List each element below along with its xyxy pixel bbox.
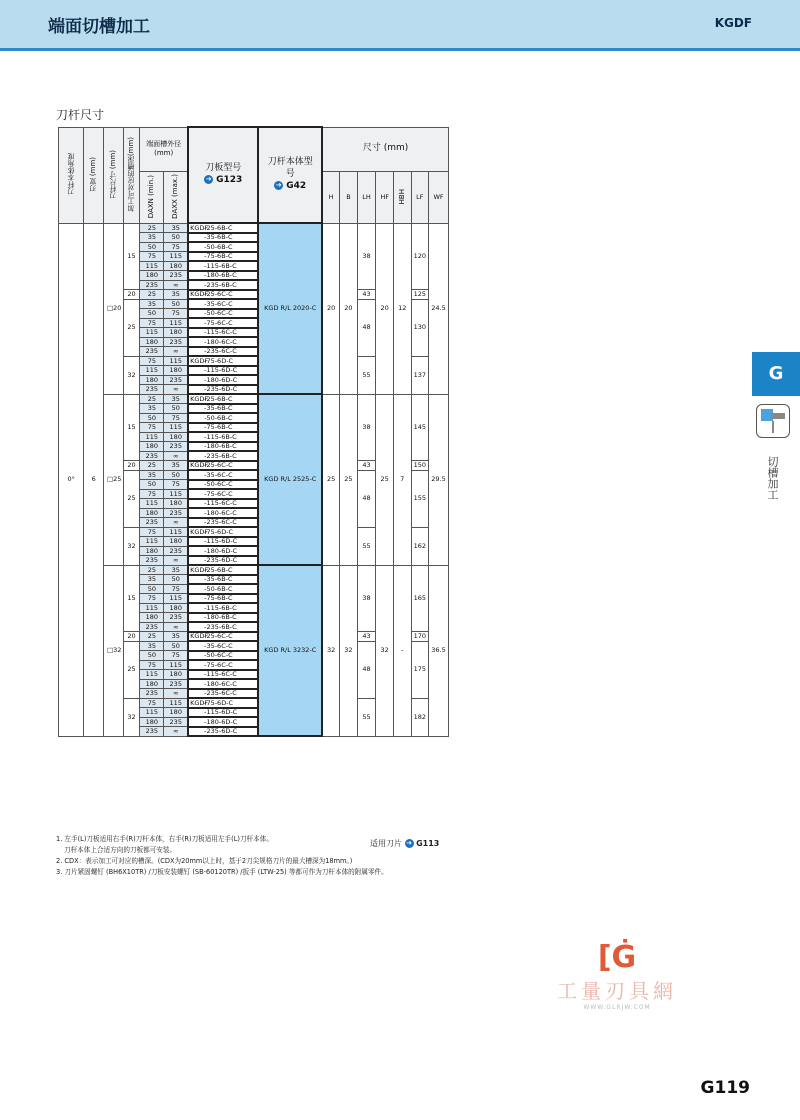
daxn-cell: 115 xyxy=(140,708,164,718)
dim-lh-cell: 48 xyxy=(357,470,376,527)
header-rule xyxy=(0,48,800,51)
col-daxx: DAXX (max.) xyxy=(164,171,188,223)
col-dim-lf: LF xyxy=(411,171,429,223)
holder-model-cell: KGD R/L 2525-C xyxy=(258,394,322,565)
col-holder-model: 刀杆本体型号 ➔ G42 xyxy=(258,127,322,223)
daxx-cell: ∞ xyxy=(164,451,188,461)
daxn-cell: 25 xyxy=(140,394,164,404)
dim-b-cell: 32 xyxy=(340,565,358,736)
daxn-cell: 115 xyxy=(140,366,164,376)
daxn-cell: 115 xyxy=(140,537,164,547)
daxx-cell: 235 xyxy=(164,337,188,347)
spec-table xyxy=(58,126,449,737)
daxn-cell: 75 xyxy=(140,356,164,366)
blade-model-cell: -35-6B-C xyxy=(188,575,258,585)
dim-lh-cell: 55 xyxy=(357,356,376,394)
daxn-cell: 75 xyxy=(140,423,164,433)
col-dim-wf: WF xyxy=(429,171,449,223)
page-title: 端面切槽加工 xyxy=(48,17,150,37)
blade-model-cell: -35-6C-C xyxy=(188,299,258,309)
daxn-cell: 235 xyxy=(140,689,164,699)
note-1: 1. 左手(L)刀板适用右手(R)刀杆本体，右手(R)刀板适用左手(L)刀杆本体。 xyxy=(56,835,273,843)
daxx-cell: 75 xyxy=(164,480,188,490)
daxx-cell: 75 xyxy=(164,242,188,252)
daxn-cell: 235 xyxy=(140,727,164,737)
daxx-cell: 115 xyxy=(164,594,188,604)
blade-model-cell: -115-6D-C xyxy=(188,366,258,376)
product-code: KGDF xyxy=(714,16,752,30)
col-dim-h: H xyxy=(322,171,340,223)
daxn-cell: 75 xyxy=(140,527,164,537)
blade-model-cell: -115-6C-C xyxy=(188,328,258,338)
col-dim-hf: HF xyxy=(376,171,394,223)
blade-model-cell: -115-6B-C xyxy=(188,603,258,613)
daxn-cell: 180 xyxy=(140,337,164,347)
daxn-cell: 115 xyxy=(140,328,164,338)
chapter-label: 切槽加工 xyxy=(766,456,779,500)
col-blade-width: 刃宽 (mm) xyxy=(84,127,104,223)
dim-lf-cell: 162 xyxy=(411,527,429,565)
blade-model-cell: -75-6C-C xyxy=(188,489,258,499)
blade-model-cell: -50-6C-C xyxy=(188,309,258,319)
daxx-cell: 115 xyxy=(164,698,188,708)
watermark-logo: [Ġ 工量刃具網 WWW.GLRJW.COM xyxy=(532,940,702,1020)
daxn-cell: 180 xyxy=(140,442,164,452)
daxx-cell: 235 xyxy=(164,546,188,556)
daxx-cell: ∞ xyxy=(164,385,188,395)
dim-lf-cell: 120 xyxy=(411,223,429,290)
daxx-cell: 35 xyxy=(164,223,188,233)
daxx-cell: 180 xyxy=(164,261,188,271)
daxx-cell: ∞ xyxy=(164,689,188,699)
grooving-icon xyxy=(756,404,790,438)
daxn-cell: 75 xyxy=(140,698,164,708)
daxx-cell: ∞ xyxy=(164,556,188,566)
blade-model-cell: -180-6C-C xyxy=(188,679,258,689)
dim-hbh-cell: 12 xyxy=(393,223,411,394)
shank-cell: □32 xyxy=(104,565,124,736)
depth-cell: 20 xyxy=(123,632,139,642)
depth-cell: 25 xyxy=(123,470,139,527)
daxn-cell: 180 xyxy=(140,546,164,556)
holder-model-cell: KGD R/L 3232-C xyxy=(258,565,322,736)
daxn-cell: 50 xyxy=(140,242,164,252)
dim-lf-cell: 175 xyxy=(411,641,429,698)
daxn-cell: 50 xyxy=(140,309,164,319)
dim-hbh-cell: 7 xyxy=(393,394,411,565)
blade-model-cell: KGDF-75-6D-C xyxy=(188,698,258,708)
daxx-cell: 235 xyxy=(164,271,188,281)
note-2: 2. CDX：表示加工可对应的槽深。(CDX为20mm以上时，基于2刀尖规格刀片的最大槽深为18mm。) xyxy=(56,857,353,865)
daxx-cell: ∞ xyxy=(164,518,188,528)
daxn-cell: 75 xyxy=(140,252,164,262)
blade-model-cell: -35-6B-C xyxy=(188,404,258,414)
blade-model-cell: -180-6B-C xyxy=(188,613,258,623)
daxn-cell: 35 xyxy=(140,641,164,651)
dim-lf-cell: 130 xyxy=(411,299,429,356)
daxn-cell: 35 xyxy=(140,575,164,585)
daxx-cell: ∞ xyxy=(164,622,188,632)
daxx-cell: 50 xyxy=(164,575,188,585)
blade-model-cell: -180-6B-C xyxy=(188,442,258,452)
daxx-cell: 115 xyxy=(164,318,188,328)
note-1b: 刀杆本体上合适方向的刀板都可安装。 xyxy=(64,846,177,854)
dim-b-cell: 20 xyxy=(340,223,358,394)
daxn-cell: 180 xyxy=(140,508,164,518)
daxx-cell: 50 xyxy=(164,299,188,309)
daxx-cell: 50 xyxy=(164,470,188,480)
daxn-cell: 235 xyxy=(140,518,164,528)
dim-wf-cell: 24.5 xyxy=(429,223,449,394)
blade-model-cell: -235-6C-C xyxy=(188,689,258,699)
depth-cell: 32 xyxy=(123,527,139,565)
arrow-right-icon: ➔ xyxy=(205,175,212,183)
blade-model-cell: -35-6B-C xyxy=(188,233,258,243)
dim-hf-cell: 32 xyxy=(376,565,394,736)
applicable-insert: 适用刀片 ➔ G113 xyxy=(370,839,440,848)
holder-model-cell: KGD R/L 2020-C xyxy=(258,223,322,394)
daxn-cell: 50 xyxy=(140,413,164,423)
blade-model-cell: -75-6B-C xyxy=(188,252,258,262)
dim-lh-cell: 48 xyxy=(357,641,376,698)
daxx-cell: 235 xyxy=(164,508,188,518)
daxn-cell: 50 xyxy=(140,584,164,594)
daxn-cell: 35 xyxy=(140,404,164,414)
page-number: G119 xyxy=(700,1078,750,1098)
blade-model-cell: -180-6C-C xyxy=(188,337,258,347)
col-depth: 加工可对应的槽深(mm) xyxy=(123,127,139,223)
daxx-cell: 180 xyxy=(164,366,188,376)
daxn-cell: 115 xyxy=(140,499,164,509)
daxn-cell: 25 xyxy=(140,223,164,233)
blade-model-cell: -115-6B-C xyxy=(188,261,258,271)
daxn-cell: 115 xyxy=(140,432,164,442)
arrow-right-icon: ➔ xyxy=(406,839,412,847)
blade-model-cell: -50-6B-C xyxy=(188,413,258,423)
table-row xyxy=(59,394,449,404)
blade-model-cell: -115-6D-C xyxy=(188,537,258,547)
daxn-cell: 25 xyxy=(140,632,164,642)
dim-lf-cell: 137 xyxy=(411,356,429,394)
col-dims: 尺寸 (mm) xyxy=(322,127,448,171)
section-title: 刀杆尺寸 xyxy=(56,108,105,122)
daxn-cell: 235 xyxy=(140,347,164,357)
dim-lf-cell: 155 xyxy=(411,470,429,527)
dim-lh-cell: 43 xyxy=(357,290,376,300)
daxx-cell: 235 xyxy=(164,613,188,623)
daxn-cell: 235 xyxy=(140,556,164,566)
daxx-cell: 180 xyxy=(164,708,188,718)
col-blade-model: 刀板型号 ➔ G123 xyxy=(188,127,258,223)
dim-lh-cell: 43 xyxy=(357,461,376,471)
daxx-cell: 50 xyxy=(164,641,188,651)
blade-model-cell: -235-6B-C xyxy=(188,622,258,632)
daxn-cell: 180 xyxy=(140,375,164,385)
depth-cell: 25 xyxy=(123,641,139,698)
col-shank: 刀杆尺寸 (mm) xyxy=(104,127,124,223)
blade-model-cell: KGDF-25-6C-C xyxy=(188,632,258,642)
blade-model-cell: -50-6B-C xyxy=(188,242,258,252)
daxx-cell: 180 xyxy=(164,328,188,338)
daxx-cell: 180 xyxy=(164,537,188,547)
daxx-cell: 115 xyxy=(164,252,188,262)
daxn-cell: 235 xyxy=(140,280,164,290)
dim-h-cell: 32 xyxy=(322,565,340,736)
daxn-cell: 25 xyxy=(140,290,164,300)
blade-model-cell: -180-6B-C xyxy=(188,271,258,281)
daxx-cell: 35 xyxy=(164,290,188,300)
daxx-cell: 35 xyxy=(164,394,188,404)
note-3: 3. 刀片紧固螺钉 (BH6X10TR) /刀板安装螺钉 (SB-60120TR) /扳手 (LTW-25) 等都可作为刀杆本体的附属零件。 xyxy=(56,868,388,876)
logo-icon: [Ġ xyxy=(597,940,637,975)
blade-model-cell: -115-6C-C xyxy=(188,499,258,509)
daxx-cell: 115 xyxy=(164,489,188,499)
daxx-cell: 75 xyxy=(164,413,188,423)
daxx-cell: 180 xyxy=(164,432,188,442)
shank-cell: □25 xyxy=(104,394,124,565)
daxx-cell: 50 xyxy=(164,233,188,243)
angle-cell: 0° xyxy=(59,223,84,736)
blade-model-cell: KGDF-75-6D-C xyxy=(188,356,258,366)
depth-cell: 25 xyxy=(123,299,139,356)
daxx-cell: 50 xyxy=(164,404,188,414)
daxn-cell: 235 xyxy=(140,385,164,395)
blade-model-cell: KGDF-25-6C-C xyxy=(188,461,258,471)
blade-model-cell: -35-6C-C xyxy=(188,641,258,651)
daxx-cell: 35 xyxy=(164,565,188,575)
daxx-cell: 180 xyxy=(164,603,188,613)
shank-cell: □20 xyxy=(104,223,124,394)
daxn-cell: 75 xyxy=(140,660,164,670)
table-row xyxy=(59,223,449,233)
daxx-cell: ∞ xyxy=(164,347,188,357)
daxx-cell: ∞ xyxy=(164,280,188,290)
blade-model-cell: -235-6B-C xyxy=(188,451,258,461)
daxn-cell: 235 xyxy=(140,622,164,632)
col-daxn: DAXN (min.) xyxy=(140,171,164,223)
daxx-cell: 115 xyxy=(164,527,188,537)
dim-wf-cell: 29.5 xyxy=(429,394,449,565)
depth-cell: 32 xyxy=(123,356,139,394)
daxn-cell: 235 xyxy=(140,451,164,461)
daxx-cell: 75 xyxy=(164,584,188,594)
dim-h-cell: 25 xyxy=(322,394,340,565)
dim-lh-cell: 43 xyxy=(357,632,376,642)
dim-h-cell: 20 xyxy=(322,223,340,394)
depth-cell: 20 xyxy=(123,461,139,471)
depth-cell: 15 xyxy=(123,565,139,632)
dim-lf-cell: 150 xyxy=(411,461,429,471)
daxn-cell: 75 xyxy=(140,318,164,328)
depth-cell: 20 xyxy=(123,290,139,300)
page-header xyxy=(0,0,800,48)
dim-lh-cell: 55 xyxy=(357,527,376,565)
daxn-cell: 115 xyxy=(140,261,164,271)
daxn-cell: 35 xyxy=(140,299,164,309)
dim-wf-cell: 36.5 xyxy=(429,565,449,736)
daxx-cell: 75 xyxy=(164,651,188,661)
daxn-cell: 180 xyxy=(140,679,164,689)
daxx-cell: 115 xyxy=(164,660,188,670)
daxn-cell: 180 xyxy=(140,717,164,727)
daxn-cell: 75 xyxy=(140,594,164,604)
blade-model-cell: KGDF-25-6B-C xyxy=(188,394,258,404)
blade-model-cell: -75-6C-C xyxy=(188,660,258,670)
table-row xyxy=(59,565,449,575)
daxx-cell: 235 xyxy=(164,717,188,727)
blade-model-cell: KGDF-25-6B-C xyxy=(188,223,258,233)
daxx-cell: 75 xyxy=(164,309,188,319)
daxn-cell: 35 xyxy=(140,470,164,480)
blade-model-cell: -235-6C-C xyxy=(188,347,258,357)
dim-lh-cell: 55 xyxy=(357,698,376,736)
col-dim-hbh: HBH xyxy=(393,171,411,223)
daxx-cell: 180 xyxy=(164,499,188,509)
daxn-cell: 180 xyxy=(140,271,164,281)
dim-lf-cell: 165 xyxy=(411,565,429,632)
daxn-cell: 25 xyxy=(140,461,164,471)
daxx-cell: 180 xyxy=(164,670,188,680)
blade-model-cell: -50-6C-C xyxy=(188,480,258,490)
dim-hf-cell: 20 xyxy=(376,223,394,394)
blade-model-cell: -115-6D-C xyxy=(188,708,258,718)
blade-model-cell: -35-6C-C xyxy=(188,470,258,480)
dim-lf-cell: 170 xyxy=(411,632,429,642)
dim-lf-cell: 125 xyxy=(411,290,429,300)
dim-hbh-cell: - xyxy=(393,565,411,736)
depth-cell: 15 xyxy=(123,394,139,461)
dim-lf-cell: 145 xyxy=(411,394,429,461)
daxx-cell: 235 xyxy=(164,679,188,689)
blade-model-cell: -235-6B-C xyxy=(188,280,258,290)
blade-model-cell: -180-6C-C xyxy=(188,508,258,518)
blade-model-cell: -115-6C-C xyxy=(188,670,258,680)
daxn-cell: 35 xyxy=(140,233,164,243)
blade-model-cell: -235-6C-C xyxy=(188,518,258,528)
blade-model-cell: -50-6C-C xyxy=(188,651,258,661)
blade-model-cell: -235-6D-C xyxy=(188,385,258,395)
blade-model-cell: -50-6B-C xyxy=(188,584,258,594)
daxn-cell: 75 xyxy=(140,489,164,499)
blade-model-cell: -235-6D-C xyxy=(188,727,258,737)
blade-model-cell: KGDF-25-6C-C xyxy=(188,290,258,300)
col-angle: 刀杆本体角度 xyxy=(59,127,84,223)
chapter-tab[interactable]: G xyxy=(752,352,800,396)
dim-hf-cell: 25 xyxy=(376,394,394,565)
daxn-cell: 50 xyxy=(140,480,164,490)
blade-model-cell: KGDF-25-6B-C xyxy=(188,565,258,575)
col-dim-b: B xyxy=(340,171,358,223)
col-face-diam: 端面槽外径 (mm) xyxy=(140,127,188,171)
daxx-cell: ∞ xyxy=(164,727,188,737)
blade-model-cell: -75-6B-C xyxy=(188,423,258,433)
daxn-cell: 115 xyxy=(140,603,164,613)
daxn-cell: 115 xyxy=(140,670,164,680)
daxx-cell: 35 xyxy=(164,461,188,471)
blade-model-cell: -115-6B-C xyxy=(188,432,258,442)
blade-width-cell: 6 xyxy=(84,223,104,736)
daxx-cell: 35 xyxy=(164,632,188,642)
daxx-cell: 235 xyxy=(164,442,188,452)
daxx-cell: 115 xyxy=(164,423,188,433)
blade-model-cell: -180-6D-C xyxy=(188,375,258,385)
daxn-cell: 50 xyxy=(140,651,164,661)
depth-cell: 32 xyxy=(123,698,139,736)
blade-model-cell: -75-6B-C xyxy=(188,594,258,604)
blade-model-cell: -180-6D-C xyxy=(188,717,258,727)
dim-lh-cell: 38 xyxy=(357,394,376,461)
depth-cell: 15 xyxy=(123,223,139,290)
daxn-cell: 180 xyxy=(140,613,164,623)
daxx-cell: 235 xyxy=(164,375,188,385)
blade-model-cell: -75-6C-C xyxy=(188,318,258,328)
dim-b-cell: 25 xyxy=(340,394,358,565)
dim-lh-cell: 48 xyxy=(357,299,376,356)
dim-lh-cell: 38 xyxy=(357,565,376,632)
dim-lh-cell: 38 xyxy=(357,223,376,290)
col-dim-lh: LH xyxy=(357,171,376,223)
blade-model-cell: -235-6D-C xyxy=(188,556,258,566)
dim-lf-cell: 182 xyxy=(411,698,429,736)
blade-model-cell: KGDF-75-6D-C xyxy=(188,527,258,537)
arrow-right-icon: ➔ xyxy=(275,180,282,189)
blade-model-cell: -180-6D-C xyxy=(188,546,258,556)
daxn-cell: 25 xyxy=(140,565,164,575)
daxx-cell: 115 xyxy=(164,356,188,366)
